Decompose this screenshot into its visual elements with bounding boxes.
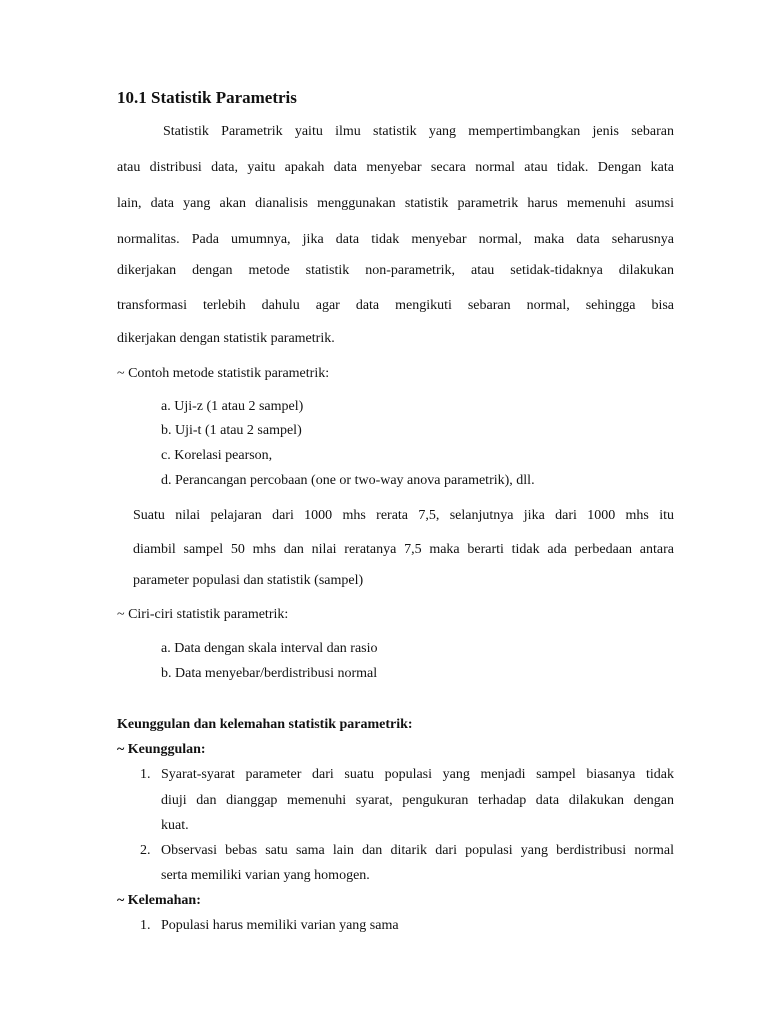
intro-line: normalitas. Pada umumnya, jika data tidak menyebar normal, maka data seharusnya <box>117 232 674 247</box>
intro-line: atau distribusi data, yaitu apakah data menyebar secara normal atau tidak. Dengan kata <box>117 160 674 175</box>
example-paragraph-line: diambil sampel 50 mhs dan nilai reratanya 7,5 maka berarti tidak ada perbedaan antara <box>133 542 674 557</box>
advantage-line: kuat. <box>161 818 189 833</box>
advantage-line: serta memiliki varian yang homogen. <box>161 868 370 883</box>
intro-line: Statistik Parametrik yaitu ilmu statistik yang mempertimbangkan jenis sebaran <box>163 124 674 139</box>
weakness-item: Populasi harus memiliki varian yang sama <box>161 918 399 933</box>
traits-header: ~ Ciri-ciri statistik parametrik: <box>117 607 289 622</box>
section-title: 10.1 Statistik Parametris <box>117 88 297 107</box>
examples-header: ~ Contoh metode statistik parametrik: <box>117 366 330 381</box>
pros-cons-title: Keunggulan dan kelemahan statistik parametrik: <box>117 717 413 732</box>
example-item: b. Uji-t (1 atau 2 sampel) <box>161 423 302 438</box>
intro-line: dikerjakan dengan statistik parametrik. <box>117 331 335 346</box>
example-item: c. Korelasi pearson, <box>161 448 273 463</box>
weakness-number: 1. <box>140 918 151 933</box>
trait-item: a. Data dengan skala interval dan rasio <box>161 641 378 656</box>
example-paragraph-line: Suatu nilai pelajaran dari 1000 mhs rerata 7,5, selanjutnya jika dari 1000 mhs itu <box>133 508 674 523</box>
intro-line: transformasi terlebih dahulu agar data mengikuti sebaran normal, sehingga bisa <box>117 298 674 313</box>
advantages-header: ~ Keunggulan: <box>117 742 206 757</box>
advantage-number: 1. <box>140 767 151 782</box>
advantage-line: diuji dan dianggap memenuhi syarat, pengukuran terhadap data dilakukan dengan <box>161 793 674 808</box>
intro-line: dikerjakan dengan metode statistik non-parametrik, atau setidak-tidaknya dilakukan <box>117 263 674 278</box>
advantage-number: 2. <box>140 843 151 858</box>
example-item: d. Perancangan percobaan (one or two-way anova parametrik), dll. <box>161 473 535 488</box>
advantage-line: Observasi bebas satu sama lain dan ditarik dari populasi yang berdistribusi normal <box>161 843 674 858</box>
example-paragraph-line: parameter populasi dan statistik (sampel) <box>133 573 364 588</box>
example-item: a. Uji-z (1 atau 2 sampel) <box>161 399 304 414</box>
intro-line: lain, data yang akan dianalisis menggunakan statistik parametrik harus memenuhi asumsi <box>117 196 674 211</box>
trait-item: b. Data menyebar/berdistribusi normal <box>161 666 378 681</box>
weaknesses-header: ~ Kelemahan: <box>117 893 201 908</box>
advantage-line: Syarat-syarat parameter dari suatu populasi yang menjadi sampel biasanya tidak <box>161 767 674 782</box>
